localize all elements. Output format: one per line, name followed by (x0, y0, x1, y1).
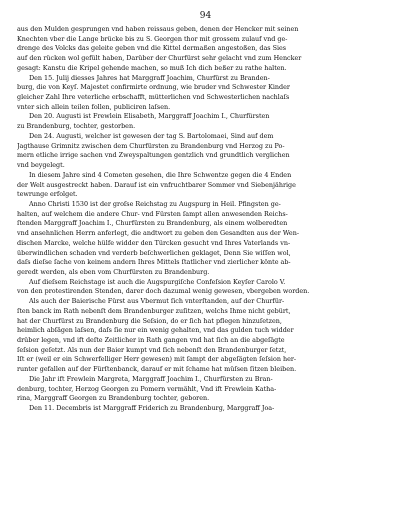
text-line: Iſt er (weil er ein Schwerfelliger Herr gewesen) mit ſampt der abgeſägten ſeſsion her- (17, 355, 297, 364)
text-line: aus den Mulden gesprungen vnd haben reissaus geben, denen der Hencker mit seinen (17, 25, 299, 33)
text-line: ſtenden Marggraff Joachim I., Churfürsten zu Brandenburg, als einem wolberedten (17, 219, 288, 228)
text-line: vnter sich allein teilen follen, publiciren laſsen. (17, 102, 171, 111)
text-line: heimlich abſägen laſsen, daſs ſie nur ein wenig gehalten, vnd das gulden tuch widder (17, 326, 294, 335)
text-line: Anno Christi 1530 ist der groſse Reichstag zu Augspurg in Heil. Pfingsten ge- (29, 199, 281, 208)
text-line: mern etliche irrige sachen vnd Zweyspaltungen gentzlich vnd grundtlich verglichen (17, 151, 290, 160)
text-line: Den 11. Decembris ist Marggraff Friderich zu Brandenburg, Marggraff Joa- (29, 404, 275, 413)
text-line: Auf dieſsem Reichstage ist auch die Augspurgiſche Confeſsion Keyſer Carolo V. (29, 277, 286, 286)
text-line: Jagthause Grimnitz zwischen dem Churfürsten zu Brandenburg vnd Herzog zu Po- (17, 141, 285, 150)
text-line: runter gefallen auf der Fürſtenbanck, darauf er mit ſchame hat müſsen ſitzen bleiben. (17, 365, 297, 374)
text-line: gesagt: Kanstu die Kripel gehende machen, so muß Ich dich beßer zu rathe halten. (17, 63, 287, 72)
text-line: denburg, tochter, Herzog Georgen zu Pomern vermählt, Vnd ift Frewlein Katha- (17, 384, 277, 393)
body-text (17, 25, 394, 414)
text-line: gleicher Zahl Ihre veterliche erbschafft, mütterlichen vnd Schwesterlichen nachlaſs (17, 93, 290, 102)
text-line: ſeſsion geſetzt. Als nun der Baier kumpt vnd ſich nebenſt den Brandenburger ſetzt, (17, 345, 287, 354)
text-line: burg, die von Keyſ. Majestet confirmirte ordnung, wie bruder vnd Schwester Kinder (17, 83, 290, 92)
text-line: vnd ansehnlichen Herrn anferlegt, die andtwort zu geben den Gesandten aus der Wen- (17, 229, 299, 238)
text-line: halten, auf welchem die andere Chur- vnd Fürsten ſampt allen anwesenden Reichs- (17, 209, 288, 218)
text-line: dischen Marcke, welche hülfe widder den Türcken gesucht vnd Ihres Vaterlands vn- (17, 238, 291, 247)
text-line: Die Jahr ift Frewlein Margreta, Marggraff Joachim I., Churfürsten zu Bran- (29, 374, 273, 383)
text-line: rina, Marggraff Georgen zu Brandenburg tochter, geboren. (17, 394, 210, 403)
text-line: In diesem Jahre sind 4 Cometen gesehen, die Ihre Schwentze gegen die 4 Enden (29, 170, 292, 179)
text-line: hat der Churfürst zu Brandenburg die Seſsion, do er ſich hat pflegen hinzuſetzen, (17, 316, 282, 325)
text-line: drenge des Volcks das geleite geben vnd die Kittel dermaßen angestoßen, das Sies (17, 44, 287, 53)
text-line: daſs dieſse ſache von keinem andern Ihres Mittels ſtatlicher vnd zierlicher könte ab- (17, 258, 291, 267)
text-line: geredt werden, als eben vom Churfürsten zu Brandenburg. (17, 267, 210, 276)
text-line: ſten banck im Rath nebenſt dem Brandenburger zuſitzen, welchs Ihme nicht gebürt, (17, 306, 291, 315)
text-line: Als auch der Baierische Fürst aus Vbermut ſich vnterſtanden, auf der Churfür- (29, 297, 285, 306)
text-line: von den protestirenden Stenden, darer doch dazumal wenig gewesen, vbergeben worden. (17, 287, 310, 296)
text-line: Den 24. Augusti, welcher ist gewesen der tag S. Bartolomaei, Sind auf dem (29, 131, 274, 140)
page-number: 94 (199, 11, 212, 21)
text-line: auf den rücken wol gefült haben, Darüber der Churfürst sehr gelacht vnd zum Hencker (17, 54, 302, 63)
text-line: Knechten vber die Lange brücke bis zu S. Georgen thor mit grossem zulauf vnd ge- (17, 34, 288, 43)
text-line: drüber legen, vnd ift deſte Zeitlicher in Rath gangen vnd hat ſich an die abgeſägte (17, 336, 285, 344)
text-line: der Welt ausgestreckt haben. Darauf ist ein vnfruchtbarer Sommer vnd Siebenjährige (17, 180, 296, 189)
text-line: vnd beygelegt. (17, 161, 65, 170)
text-line: überwindlichen schaden vnd verderb beſchwerlichen geklaget, Denn Sie wiſſen wol, (17, 248, 291, 257)
text-line: zu Brandenburg, tochter, gestorben. (17, 122, 136, 131)
text-line: Den 15. Julij diesses Jahres hat Marggraff Joachim, Churfürst zu Branden- (29, 73, 270, 82)
text-line: tewrunge erfolget. (17, 190, 78, 199)
text-line: Den 20. Augusti ist Frewlein Elisabeth, Marggraff Joachim I., Churfürsten (29, 112, 270, 121)
